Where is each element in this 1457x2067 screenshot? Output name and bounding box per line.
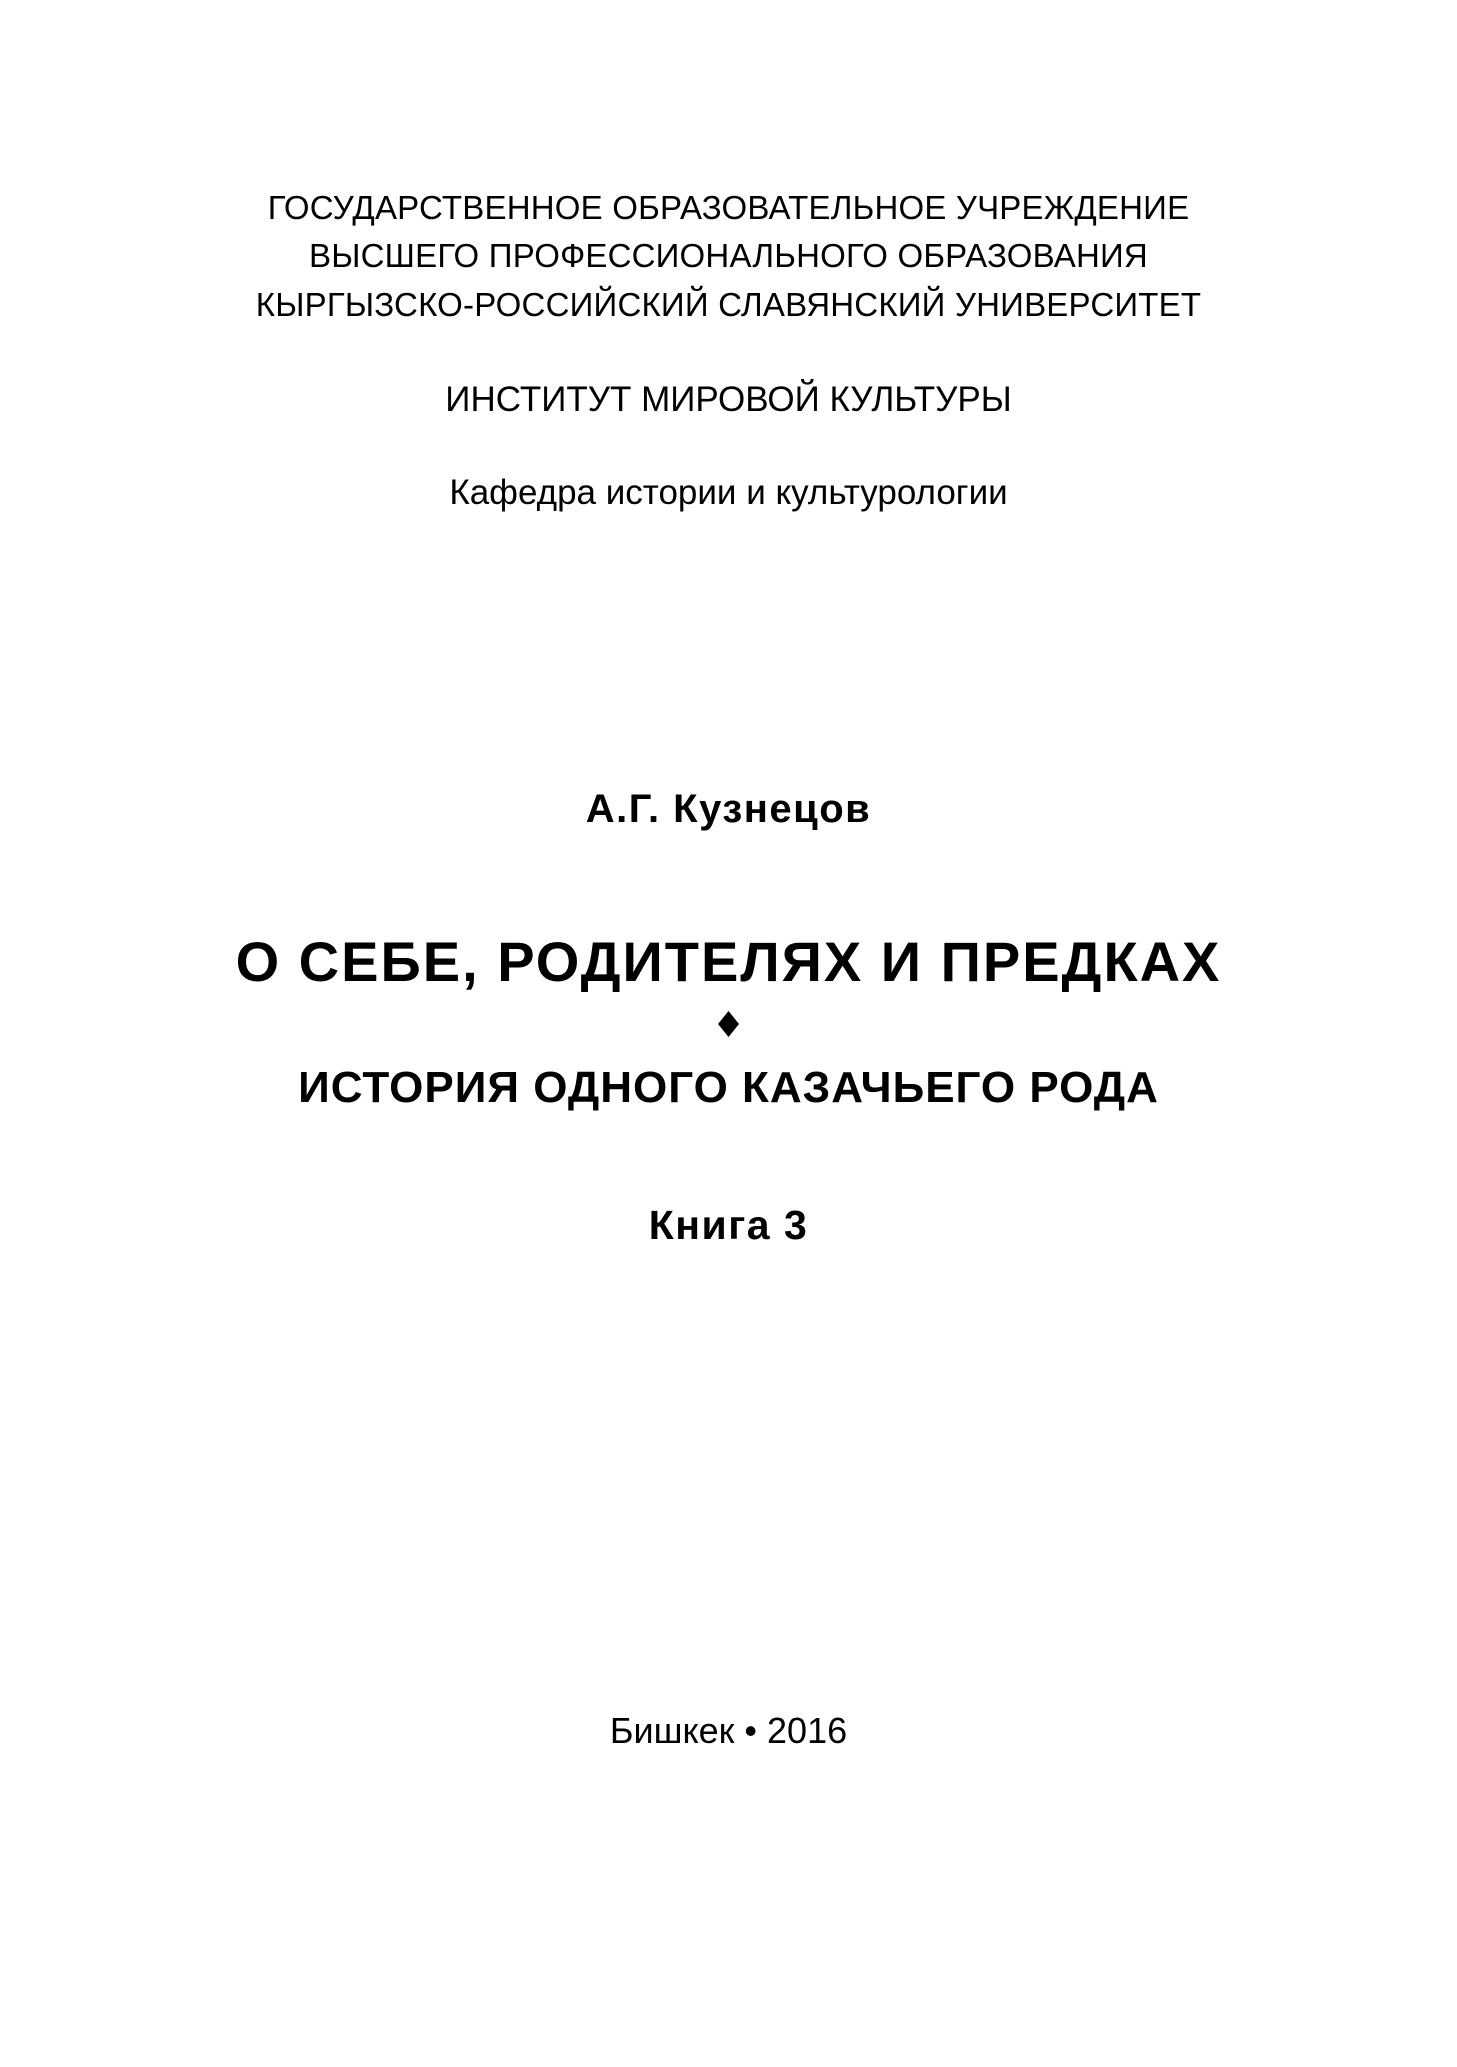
institution-line-1: ГОСУДАРСТВЕННОЕ ОБРАЗОВАТЕЛЬНОЕ УЧРЕЖДЕНИЕ [267,189,1190,226]
book-title: О СЕБЕ, РОДИТЕЛЯХ И ПРЕДКАХ [235,930,1222,993]
institution-line-3: КЫРГЫЗСКО-РОССИЙСКИЙ СЛАВЯНСКИЙ УНИВЕРСИТЕТ [255,286,1202,323]
imprint: Бишкек • 2016 [609,1710,848,1751]
institution-line-2: ВЫСШЕГО ПРОФЕССИОНАЛЬНОГО ОБРАЗОВАНИЯ [309,237,1148,274]
book-volume: Книга 3 [648,1202,809,1248]
author-name: А.Г. Кузнецов [585,787,872,831]
book-subtitle: ИСТОРИЯ ОДНОГО КАЗАЧЬЕГО РОДА [298,1063,1159,1112]
department-name: Кафедра истории и культурологии [449,473,1008,512]
diamond-icon [718,1011,739,1037]
institute-name: ИНСТИТУТ МИРОВОЙ КУЛЬТУРЫ [445,380,1012,419]
